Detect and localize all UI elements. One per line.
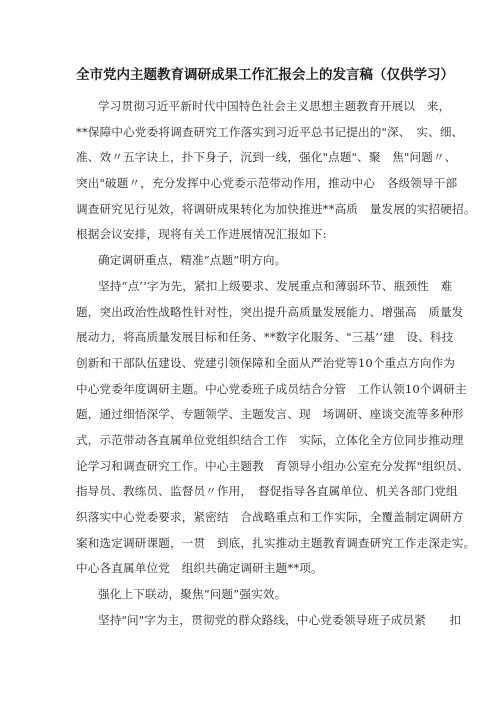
paragraph-line: 中心各直属单位党 组织共确定调研主题**项。 xyxy=(76,561,323,576)
paragraph-line: 根据会议安排，现将有关工作进展情况汇报如下: xyxy=(76,227,327,242)
paragraph-line: 指导员、教练员、监督员〃作用， 督促指导各直属单位、机关各部门党组 xyxy=(76,484,458,499)
paragraph-line: 式，示范带动各直属单位党组织结合工作 实际，立体化全方位同步推动理 xyxy=(76,432,464,447)
paragraph-line: 学习贯彻习近平新时代中国特色社会主义思想主题教育开展以 来， xyxy=(98,99,451,113)
paragraph-line: 中心党委年度调研主题。中心党委班子成员结合分管 工作认领10个调研主 xyxy=(76,381,467,396)
section-heading: 强化上下联动，聚焦“问题”强实效。 xyxy=(98,587,287,602)
paragraph-line: 织落实中心党委要求，紧密结 合战略重点和工作实际，全覆盖制定调研方 xyxy=(76,510,464,524)
paragraph-line: 坚持"问"字为主，贯彻党的群众路线，中心党委领导班子成员紧 扣 xyxy=(98,612,462,627)
paragraph-line: 创新和干部队伍建设、党建引领保障和全面从严治党等10个重点方向作为 xyxy=(76,355,456,370)
paragraph-line: 展动力，将高质量发展目标和任务、**数字化服务、"三基’’建 设、科技 xyxy=(76,330,454,345)
paragraph-line: 论学习和调查研究工作。中心主题教 育领导小组办公室充分发挥"组织员、 xyxy=(76,458,470,473)
paragraph-line: 准、效〃五字诀上，扑下身子，沉到一线，强化"点题"、聚 焦"问题〃、 xyxy=(76,150,457,165)
paragraph-line: **保障中心党委将调查研究工作落实到习近平总书记提出的"深、 实、细、 xyxy=(76,124,464,139)
section-heading: 确定调研重点，精准“点题”明方向。 xyxy=(98,253,287,268)
paragraph-line: 突出"破题〃，充分发挥中心党委示范带动作用，推动中心 各级领导干部 xyxy=(76,176,458,191)
paragraph-line: 题，通过细悟深学、专题领学、主题发言、现 场调研、座谈交流等多种形 xyxy=(76,407,464,422)
paragraph-line: 坚持“点’’字为先，紧扣上级要求、发展重点和薄弱环节、瓶颈性 难 xyxy=(98,278,453,293)
document-title: 全市党内主题教育调研成果工作汇报会上的发言稿（仅供学习） xyxy=(76,67,454,83)
paragraph-line: 案和选定调研课题，一贯 到底，扎实推动主题教育调查研究工作走深走实。 xyxy=(76,535,476,550)
paragraph-line: 调查研究见行见效，将调研成果转化为加快推进**高质 量发展的实招硬招。 xyxy=(76,201,476,216)
document-body xyxy=(76,94,476,633)
paragraph-line: 题，突出政治性战略性针对性，突出提升高质量发展能力、增强高 质量发 xyxy=(76,304,464,319)
